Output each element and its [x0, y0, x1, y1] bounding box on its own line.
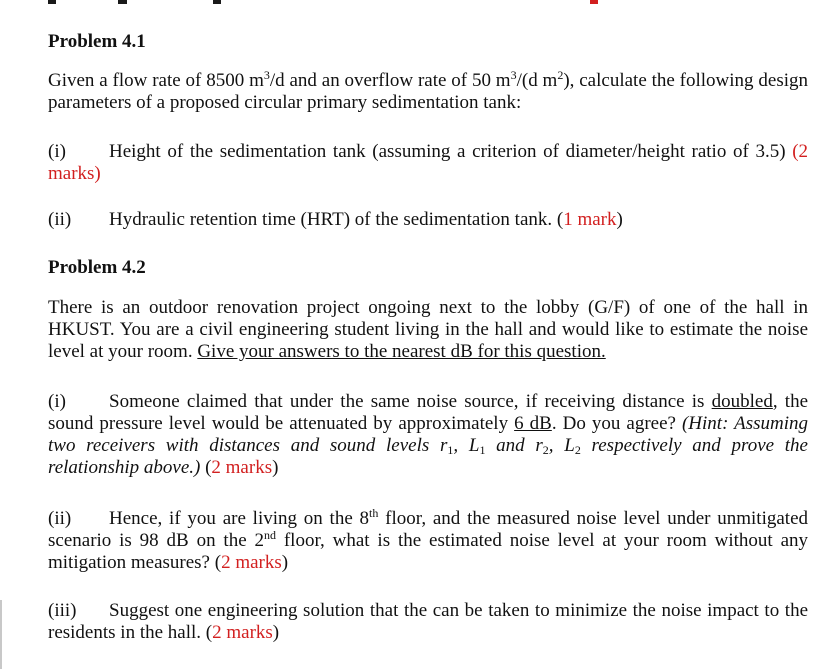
- problem-4-2-heading: Problem 4.2: [48, 257, 146, 278]
- hint-text: (Hint: Assuming two receivers with distances and sound levels $r_1$, $L_1$ and $r_2$, $L_2$ respectively and prove the relationship above.): [48, 413, 808, 478]
- marks-label: 2 marks: [212, 622, 273, 643]
- marks-label: (2 marks): [48, 141, 809, 184]
- problem-4-1-intro: Given a flow rate of 8500 $m^3/d$ and an overflow rate of 50 $m^3/(d$ $m^2$), calculate the following design parameters of a proposed circular primary sedimentation tank:: [48, 68, 808, 113]
- marks-label: 2 marks: [221, 552, 282, 573]
- marks-label: 2 marks: [211, 457, 273, 478]
- problem-4-1-heading: Problem 4.1: [48, 31, 146, 52]
- problem-4-2-intro: There is an outdoor renovation project ongoing next to the lobby (G/F) of one of the hall in HKUST. You are a civil engineering student living in the hall and would like to estimate the noise level at your room. Give your answers to the nearest dB for this question.: [48, 297, 808, 362]
- problem-4-2-part-iii: (iii) Suggest one engineering solution that the can be taken to minimize the noise impact to the residents in the hall. (2 marks): [48, 600, 808, 643]
- marks-label: 1 mark: [563, 209, 617, 230]
- problem-4-1-part-i: (i) Height of the sedimentation tank (assuming a criterion of diameter/height ratio of 3.5) (2 marks): [48, 141, 809, 184]
- left-edge-bar: [0, 600, 2, 669]
- problem-4-2-part-i: (i) Someone claimed that under the same noise source, if receiving distance is doubled, the sound pressure level would be attenuated by approximately 6 dB. Do you agree? (Hint: Assuming two receivers with distances and sound levels $r_1$, $L_1$ and $r_2$, $L_2$ respectively and prove the relationship above.) (2 marks): [48, 391, 808, 478]
- problem-4-1-part-ii: (ii) Hydraulic retention time (HRT) of the sedimentation tank. (1 mark): [48, 209, 623, 230]
- cropped-previous-line: [0, 0, 835, 6]
- problem-4-2-part-ii: (ii) Hence, if you are living on the 8th floor, and the measured noise level under unmitigated scenario is 98 dB on the 2nd floor, what is the estimated noise level at your room without any mitigation measures? (2 marks): [48, 506, 808, 573]
